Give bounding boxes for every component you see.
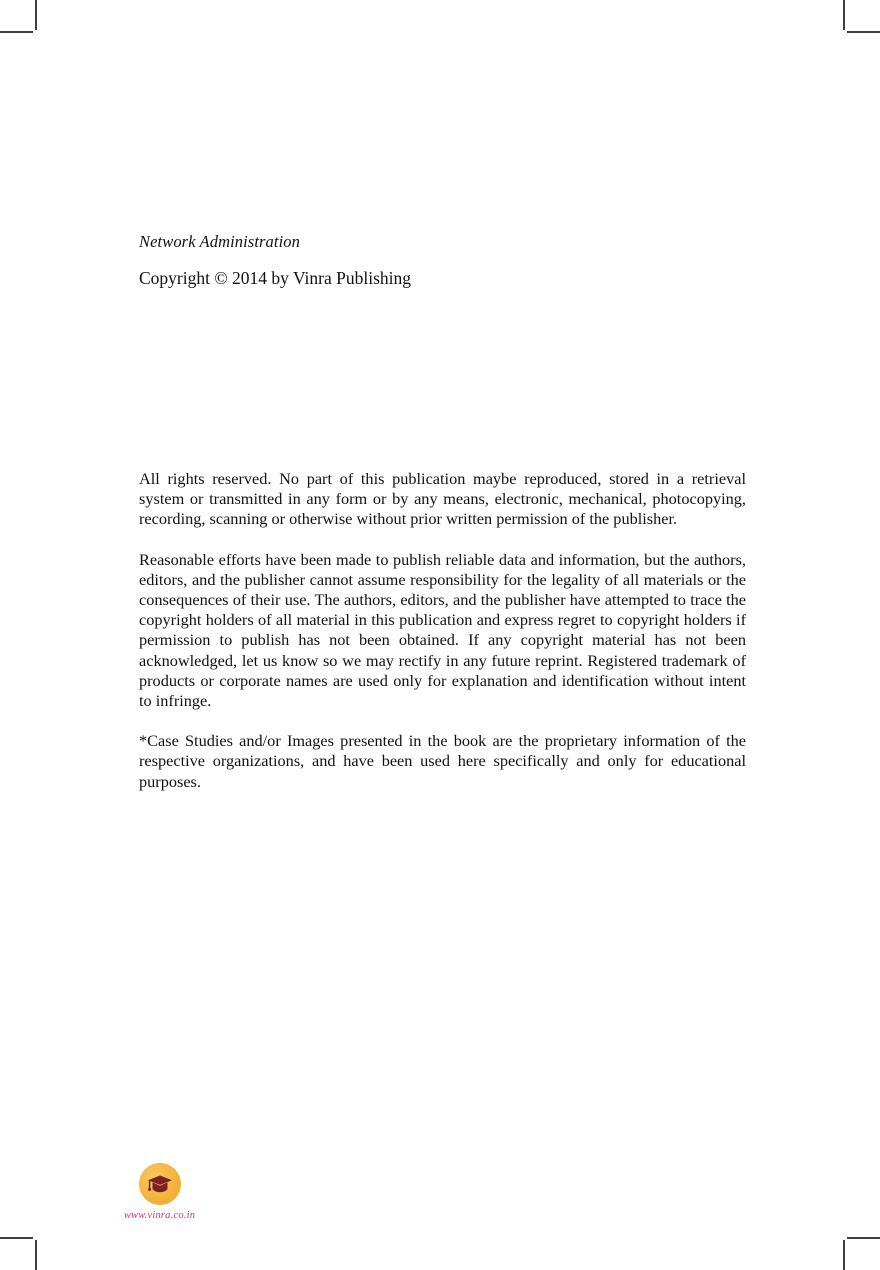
publisher-logo — [139, 1163, 181, 1205]
crop-mark-top-right-vertical — [843, 0, 845, 30]
copyright-statement: Copyright © 2014 by Vinra Publishing — [139, 268, 412, 288]
crop-mark-top-left-horizontal — [0, 31, 33, 33]
publisher-footer — [112, 1163, 207, 1221]
publisher-website-url: www.vinra.co.in — [123, 1210, 196, 1221]
legal-paragraph-disclaimer: Reasonable efforts have been made to publish reliable data and information, but the authors, editors, and the publisher cannot assume responsibility for the legality of all materials or the consequences of their use. The authors, editors, and the publisher have attempted to trace the copyright holders of all material in this publication and express regret to copyright holders if permission to publish has not been obtained. If any copyright material has not been acknowledged, let us know so we may rectify in any future reprint. Registered trademark of products or corporate names are used only for explanation and identification without intent to infringe. — [139, 549, 746, 711]
crop-mark-top-right-horizontal — [847, 31, 880, 33]
legal-paragraph-rights-reserved: All rights reserved. No part of this publication maybe reproduced, stored in a retrieval system or transmitted in any form or by any means, electronic, mechanical, photocopying, recording, scanning or otherwise without prior written permission of the publisher. — [139, 469, 746, 529]
crop-mark-top-left-vertical — [35, 0, 37, 30]
legal-paragraph-case-studies: *Case Studies and/or Images presented in the book are the proprietary information of the respective organizations, and have been used here specifically and only for educational purposes. — [139, 731, 746, 791]
crop-mark-bottom-right-vertical — [843, 1240, 845, 1270]
book-title: Network Administration — [139, 232, 300, 251]
crop-mark-bottom-right-horizontal — [847, 1237, 880, 1239]
crop-mark-bottom-left-horizontal — [0, 1237, 33, 1239]
crop-mark-bottom-left-vertical — [35, 1240, 37, 1270]
legal-notice-block — [139, 469, 746, 792]
